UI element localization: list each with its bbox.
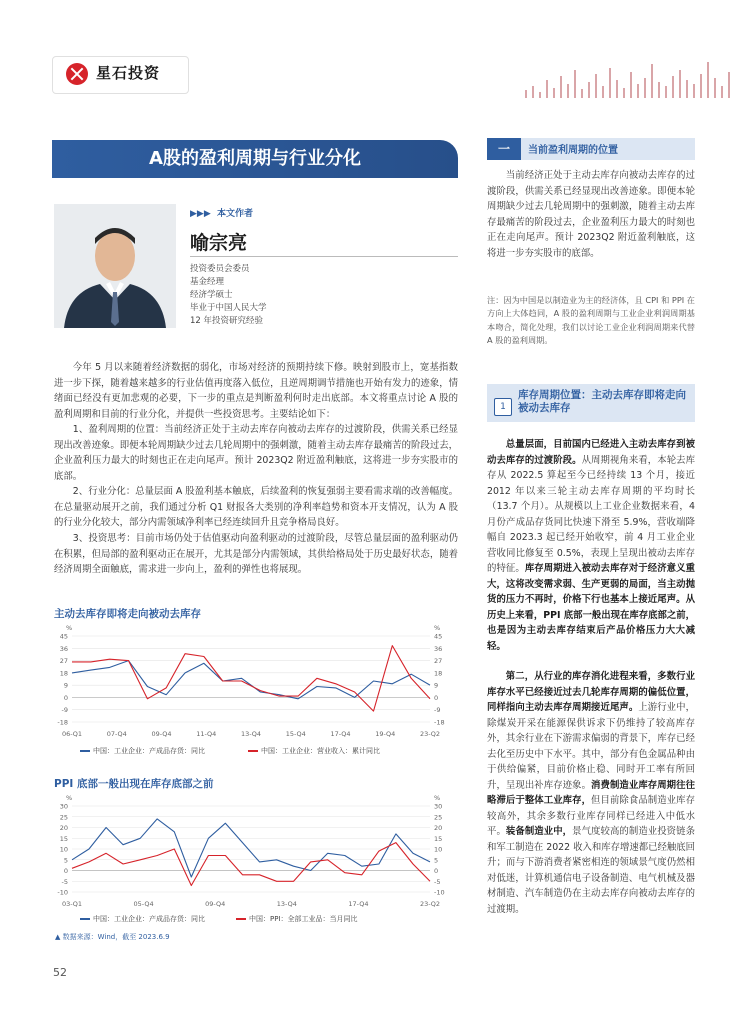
subsection-paragraph: 第二，从行业的库存消化进程来看，多数行业库存水平已经接近过去几轮库存周期的偏低位置，同样指向主动去库存周期接近尾声。上游行业中，除煤炭开采在能源保供诉求下仍维持了较高库存外，其余行业在下游需求偏弱的背景下，库存已经去化至历史中下水平。其中，部分有色金属品种由于供给偏紧，目前价格止稳、同时开工率有所回升，呈现出补库存迹象。消费制造业库存周期往往略滞后于整体工业库存，但目前除食品制造业库存较高外，其余多数行业库存同样已经进入中低水平。装备制造业中，景气度较高的制造业投资链条和军工制造在 2022 收入和库存增速都已经触底回升；而与下游消费者紧密相连的领域景气度仍然相对低迷，计算机通信电子设备制造、电气机械及器材制造、汽车制造仍在主动去库存向被动去库存的过渡期。 — [487, 671, 695, 915]
author-name: 喻宗亮 — [190, 232, 248, 254]
page-number: 52 — [53, 966, 67, 979]
brand-logo-icon — [66, 63, 88, 85]
brand-name: 星石投资 — [96, 64, 161, 82]
y-tick-left: 15 — [59, 834, 68, 843]
decorative-bar — [581, 89, 583, 98]
decorative-bar — [693, 84, 695, 98]
decorative-bar — [651, 64, 653, 98]
article-title: A股的盈利周期与行业分化 — [149, 148, 361, 169]
intro-paragraph: 3、投资思考：目前市场仍处于估值驱动向盈利驱动的过渡阶段，尽管总量层面的盈利驱动仍在积累，但局部的盈利驱动正在展开，尤其是部分内需领域，其供给格局处于历史最好状态，随着经济周期全面触底，需求进一步向上，盈利的弹性也将展现。 — [54, 533, 458, 576]
y-tick-right: -10 — [434, 888, 445, 897]
y-tick-left: 25 — [59, 813, 68, 822]
x-tick: 17-Q4 — [348, 900, 369, 908]
y-tick-left: 10 — [59, 845, 68, 854]
decorative-bar — [658, 82, 660, 98]
y-tick-right: 15 — [434, 834, 443, 843]
y-tick-right: 30 — [434, 802, 443, 811]
decorative-bar — [644, 78, 646, 98]
x-tick: 09-Q4 — [151, 730, 172, 738]
decorative-bar — [574, 70, 576, 98]
intro-paragraph: 今年 5 月以来随着经济数据的弱化，市场对经济的预期持续下修。映射到股市上，宽基指数进一步下探，随着越来越多的行业估值再度落入低位，且逆周期调节措施也开始有发力的迹象，情绪面已经没有更加悲观的必要，下一步的重点是判断盈利何时走出底部。本文将重点讨论 A 股的盈利周期和目前的行业分化，并提供一些投资思考。主要结论如下： — [54, 362, 458, 420]
y-tick-right: 27 — [434, 657, 443, 666]
decorative-bar — [672, 76, 674, 98]
section-paragraph: 当前经济正处于主动去库存向被动去库存的过渡阶段，供需关系已经显现出改善迹象。即便本轮周期缺少过去几轮周期中的强刺激，随着主动去库存最痛苦的阶段过去，企业盈利压力最大的时刻也正在走向尾声。预计 2023Q2 附近盈利触底，这将进一步夯实股市的底部。 — [487, 170, 695, 259]
decorative-bar — [721, 86, 723, 98]
decorative-bar — [686, 80, 688, 98]
y-tick-right: 9 — [434, 681, 439, 690]
y-tick-right: 10 — [434, 845, 443, 854]
decorative-bar — [595, 74, 597, 98]
decorative-bar — [679, 70, 681, 98]
decorative-bar — [665, 86, 667, 98]
decorative-bar — [553, 88, 555, 98]
decorative-bar — [525, 90, 527, 98]
chart1-legend-red: 中国：工业企业：营业收入：累计同比 — [248, 746, 380, 756]
subsection-number: 1 — [494, 398, 512, 416]
x-tick: 13-Q4 — [240, 730, 262, 738]
decorative-bar — [630, 72, 632, 98]
y-tick-right: 0 — [434, 693, 439, 702]
y-tick-right: 18 — [434, 669, 443, 678]
x-tick: 06-Q1 — [61, 730, 83, 738]
y-tick-right: -18 — [434, 718, 445, 727]
author-tag: ▶▶▶ 本文作者 — [190, 209, 254, 219]
x-tick: 19-Q4 — [375, 730, 396, 738]
y-tick-left: -5 — [61, 877, 68, 886]
y-tick-right: 5 — [434, 856, 439, 865]
decorative-bar — [567, 84, 569, 98]
y-tick-right: 45 — [434, 632, 443, 641]
decorative-bar — [700, 74, 702, 98]
series-line-blue — [72, 661, 430, 699]
author-info-line: 12 年投资研究经验 — [190, 316, 264, 326]
y-tick-left: 18 — [59, 669, 68, 678]
subsection-title: 库存周期位置：主动去库存即将走向被动去库存 — [518, 389, 686, 414]
data-source: ▲ 数据来源：Wind，截至 2023.6.9 — [55, 933, 170, 941]
decorative-bar — [623, 88, 625, 98]
y-tick-left: 45 — [59, 632, 68, 641]
intro-paragraph: 1、盈利周期的位置：当前经济正处于主动去库存向被动去库存的过渡阶段，供需关系已经显现出改善迹象。即便本轮周期缺少过去几轮周期中的强刺激，随着主动去库存最痛苦的阶段过去，企业盈利压力最大的时刻也正在走向尾声。预计 2023Q2 附近盈利触底，这将进一步夯实股市的底部。 — [54, 424, 458, 482]
decorative-bar — [728, 72, 730, 98]
subsection-paragraph: 总量层面，目前国内已经进入主动去库存到被动去库存的过渡阶段。从周期视角来看，本轮去库存从 2022.5 算起至今已经持续 13 个月，接近 2012 年以来三轮主动去库存周期的平均时长（13.7 个月）。从规模以上工业企业数据来看，4 月份产成品存货同比快速下滑至 5.9%，营收端降幅自 2023.3 起已经开始收窄，前 4 月工业企业营收同比修复至 0.5%，表现上呈现出被动去库存的特征。库存周期进入被动去库存对于经济意义重大，这将改变需求弱、生产更弱的局面，当主动抛货的压力不再时，价格下行也基本上接近尾声。从历史上来看，PPI 底部一般出现在库存底部之前，也是因为主动去库存结束后产品价格压力大大减轻。 — [487, 439, 695, 652]
y-unit-right: % — [434, 794, 441, 802]
y-tick-right: -9 — [434, 706, 441, 715]
author-info-line: 投资委员会委员 — [190, 264, 250, 274]
y-tick-left: 27 — [59, 657, 68, 666]
author-info-line: 经济学硕士 — [190, 290, 233, 300]
section-note: 注：因为中国是以制造业为主的经济体，且 CPI 和 PPI 在方向上大体趋同，A 股的盈利周期与工业企业利润周期基本吻合，简化处理，我们以讨论工业企业利润周期来代替 A 股的盈利周期。 — [487, 295, 695, 346]
decorative-bar — [707, 62, 709, 98]
x-tick: 03-Q1 — [61, 900, 83, 908]
decorative-bar — [714, 78, 716, 98]
author-divider — [190, 256, 458, 257]
decorative-bar — [602, 86, 604, 98]
chart1-plot — [50, 622, 460, 754]
decorative-bar — [637, 84, 639, 98]
chart2-legend-red: 中国：PPI：全部工业品：当月同比 — [236, 914, 358, 924]
x-tick: 11-Q4 — [196, 730, 217, 738]
y-tick-left: 5 — [63, 856, 68, 865]
chart2-title: PPI 底部一般出现在库存底部之前 — [54, 778, 214, 790]
decorative-bar — [588, 82, 590, 98]
intro-paragraph: 2、行业分化：总量层面 A 股盈利基本触底，后续盈利的恢复强弱主要看需求端的改善幅度。在总量驱动展开之前，我们通过分析 Q1 财报各大类别的净利率趋势和资本开支情况，认为 A 股的行业分化较大，部分内需领域净利率已经连续回升且竞争格局良好。 — [54, 486, 458, 529]
y-tick-right: 25 — [434, 813, 443, 822]
y-tick-left: 0 — [63, 693, 68, 702]
y-tick-left: 9 — [63, 681, 68, 690]
decorative-bar — [609, 68, 611, 98]
y-tick-left: -18 — [57, 718, 68, 727]
y-tick-right: 20 — [434, 824, 443, 832]
series-line-red — [72, 646, 430, 712]
author-photo — [54, 204, 176, 328]
decorative-bar — [532, 86, 534, 98]
y-tick-left: -9 — [61, 706, 68, 715]
chart1-legend-blue: 中国：工业企业：产成品存货：同比 — [80, 746, 205, 756]
author-info-line: 基金经理 — [190, 277, 225, 287]
y-tick-left: 0 — [63, 867, 68, 875]
decorative-bar — [546, 80, 548, 98]
decorative-bar — [560, 76, 562, 98]
author-info-line: 毕业于中国人民大学 — [190, 303, 267, 313]
x-tick: 09-Q4 — [205, 900, 226, 908]
decorative-bars — [525, 58, 744, 98]
y-unit-left: % — [66, 624, 73, 632]
y-unit-left: % — [66, 794, 73, 802]
y-tick-left: 36 — [59, 644, 68, 653]
x-tick: 05-Q4 — [133, 900, 154, 908]
x-tick: 13-Q4 — [276, 900, 297, 908]
x-tick: 15-Q4 — [285, 730, 306, 738]
chart2-legend-blue: 中国：工业企业：产成品存货：同比 — [80, 914, 205, 924]
x-tick: 23-Q2 — [419, 900, 441, 908]
y-tick-left: 20 — [59, 824, 68, 832]
y-tick-right: 0 — [434, 867, 439, 875]
decorative-bar — [539, 92, 541, 98]
decorative-bar — [616, 80, 618, 98]
x-tick: 23-Q2 — [419, 730, 441, 738]
y-tick-left: 30 — [59, 802, 68, 811]
chart1-title: 主动去库存即将走向被动去库存 — [54, 608, 201, 620]
y-unit-right: % — [434, 624, 441, 632]
chart2-plot — [50, 792, 460, 920]
y-tick-right: 36 — [434, 644, 443, 653]
y-tick-right: -5 — [434, 877, 441, 886]
x-tick: 17-Q4 — [330, 730, 351, 738]
x-tick: 07-Q4 — [106, 730, 127, 738]
section-title: 当前盈利周期的位置 — [528, 145, 618, 156]
section-number: 一 — [487, 138, 521, 160]
y-tick-left: -10 — [57, 888, 68, 897]
